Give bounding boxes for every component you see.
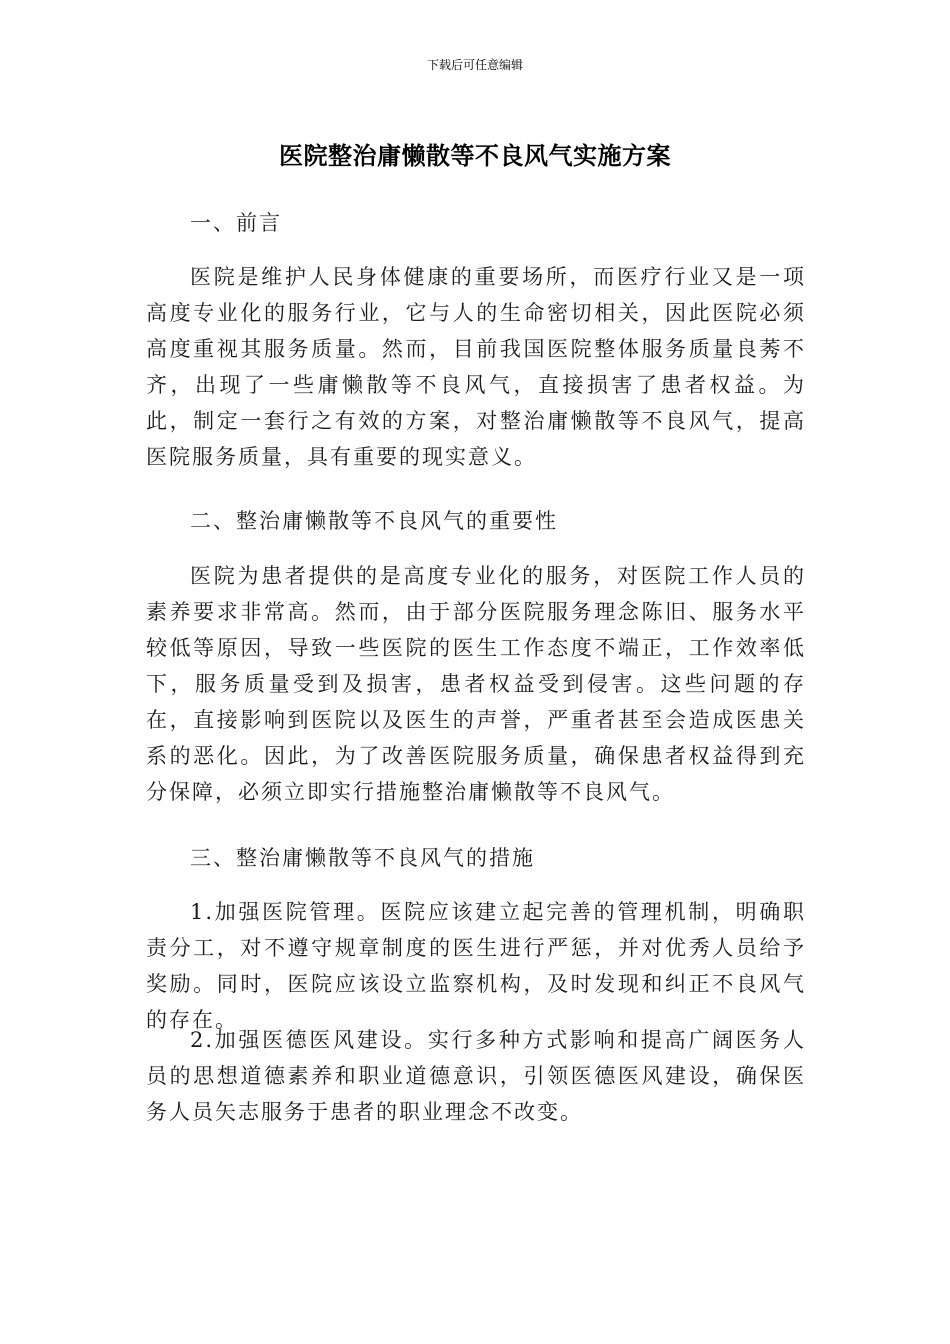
paragraph-text: 医院是维护人民身体健康的重要场所，而医疗行业又是一项高度专业化的服务行业，它与人的生命密切相关，因此医院必须高度重视其服务质量。然而，目前我国医院整体服务质量良莠不齐，出现了一些庸懒散等不良风气，直接损害了患者权益。为此，制定一套行之有效的方案，对整治庸懒散等不良风气，提高医院服务质量，具有重要的现实意义。: [146, 265, 806, 469]
section-2-paragraph: [146, 558, 806, 810]
section-heading-1: 一、前言: [190, 211, 282, 235]
paragraph-text: 2.加强医德医风建设。实行多种方式影响和提高广阔医务人员的思想道德素养和职业道德意识，引领医德医风建设，确保医务人员矢志服务于患者的职业理念不改变。: [146, 1028, 806, 1124]
section-3-paragraph-2: [146, 1022, 806, 1130]
section-heading-3: 三、整治庸懒散等不良风气的措施: [190, 846, 535, 870]
section-heading-2: 二、整治庸懒散等不良风气的重要性: [190, 509, 558, 533]
paragraph-text: 1.加强医院管理。医院应该建立起完善的管理机制，明确职责分工，对不遵守规章制度的医生进行严惩，并对优秀人员给予奖励。同时，医院应该设立监察机构，及时发现和纠正不良风气的存在。: [146, 900, 806, 1032]
section-1-paragraph: [146, 259, 806, 475]
document-title: 医院整治庸懒散等不良风气实施方案: [279, 142, 671, 170]
paragraph-text: 医院为患者提供的是高度专业化的服务，对医院工作人员的素养要求非常高。然而，由于部分医院服务理念陈旧、服务水平较低等原因，导致一些医院的医生工作态度不端正，工作效率低下，服务质量受到及损害，患者权益受到侵害。这些问题的存在，直接影响到医院以及医生的声誉，严重者甚至会造成医患关系的恶化。因此，为了改善医院服务质量，确保患者权益得到充分保障，必须立即实行措施整治庸懒散等不良风气。: [146, 564, 806, 804]
section-3-paragraph-1: [146, 894, 806, 1038]
header-note: 下载后可任意编辑: [426, 58, 523, 72]
